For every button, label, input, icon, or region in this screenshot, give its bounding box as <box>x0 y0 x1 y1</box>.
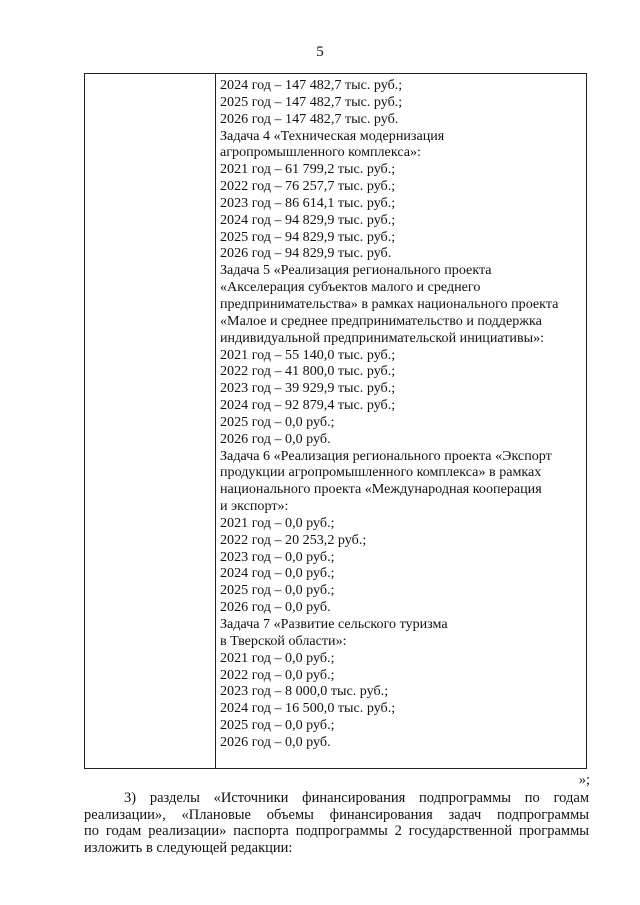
table-line: «Акселерация субъектов малого и среднего <box>220 279 481 296</box>
column-divider <box>215 74 216 768</box>
table-line: национального проекта «Международная кооперация <box>220 481 542 498</box>
table-line: 2026 год – 147 482,7 тыс. руб. <box>220 110 399 127</box>
table-line: 2023 год – 86 614,1 тыс. руб.; <box>220 194 396 211</box>
table-line: в Тверской области»: <box>220 632 347 649</box>
table-line: 2021 год – 55 140,0 тыс. руб.; <box>220 346 396 363</box>
table-line: 2025 год – 0,0 руб.; <box>220 413 335 430</box>
paragraph-line: изложить в следующей редакции: <box>84 839 293 856</box>
paragraph-line: реализации», «Плановые объемы финансирования задач подпрограммы <box>84 806 589 823</box>
paragraph-line: 3) разделы «Источники финансирования подпрограммы по годам <box>124 790 589 806</box>
table-line: и экспорт»: <box>220 498 289 515</box>
table-line: 2025 год – 94 829,9 тыс. руб.; <box>220 228 396 245</box>
table-line: 2023 год – 39 929,9 тыс. руб.; <box>220 380 396 397</box>
table-line: Задача 7 «Развитие сельского туризма <box>220 616 448 632</box>
table-line: 2024 год – 0,0 руб.; <box>220 565 335 582</box>
table-line: предпринимательства» в рамках национального проекта <box>220 295 559 312</box>
page-number: 5 <box>316 44 324 60</box>
table-line: 2026 год – 0,0 руб. <box>220 430 331 447</box>
table-line: 2026 год – 0,0 руб. <box>220 599 331 616</box>
table-line: 2025 год – 0,0 руб.; <box>220 717 335 734</box>
table-line: Задача 6 «Реализация регионального проекта «Экспорт <box>220 447 552 464</box>
table-line: 2024 год – 94 829,9 тыс. руб.; <box>220 211 396 228</box>
table-line: 2023 год – 8 000,0 тыс. руб.; <box>220 683 389 700</box>
table-line: Задача 4 «Техническая модернизация <box>220 127 445 144</box>
table-line: индивидуальной предпринимательской инициативы»: <box>220 329 545 346</box>
table-line: 2022 год – 20 253,2 руб.; <box>220 531 367 548</box>
funding-table <box>84 73 587 769</box>
table-line: 2026 год – 0,0 руб. <box>220 733 331 750</box>
table-line: 2022 год – 0,0 руб.; <box>220 666 335 683</box>
table-line: 2025 год – 0,0 руб.; <box>220 582 335 599</box>
table-line: 2024 год – 92 879,4 тыс. руб.; <box>220 397 396 414</box>
table-line: 2021 год – 61 799,2 тыс. руб.; <box>220 161 396 178</box>
table-line: «Малое и среднее предпринимательство и поддержка <box>220 312 542 329</box>
body-paragraph <box>84 790 589 856</box>
table-line: 2022 год – 41 800,0 тыс. руб.; <box>220 363 396 380</box>
table-line: агропромышленного комплекса»: <box>220 144 421 161</box>
table-right-cell <box>220 77 580 751</box>
table-line: 2021 год – 0,0 руб.; <box>220 514 335 531</box>
table-line: 2021 год – 0,0 руб.; <box>220 649 335 666</box>
table-line: 2026 год – 94 829,9 тыс. руб. <box>220 245 392 262</box>
table-line: продукции агропромышленного комплекса» в рамках <box>220 464 542 481</box>
table-line: 2024 год – 147 482,7 тыс. руб.; <box>220 77 403 93</box>
closing-quote-mark: »; <box>578 772 590 788</box>
paragraph-line: по годам реализации» паспорта подпрограммы 2 государственной программы <box>84 823 589 839</box>
table-line: 2023 год – 0,0 руб.; <box>220 548 335 565</box>
table-line: Задача 5 «Реализация регионального проекта <box>220 262 492 279</box>
table-line: 2022 год – 76 257,7 тыс. руб.; <box>220 178 396 195</box>
table-line: 2024 год – 16 500,0 тыс. руб.; <box>220 700 396 717</box>
table-line: 2025 год – 147 482,7 тыс. руб.; <box>220 93 403 110</box>
